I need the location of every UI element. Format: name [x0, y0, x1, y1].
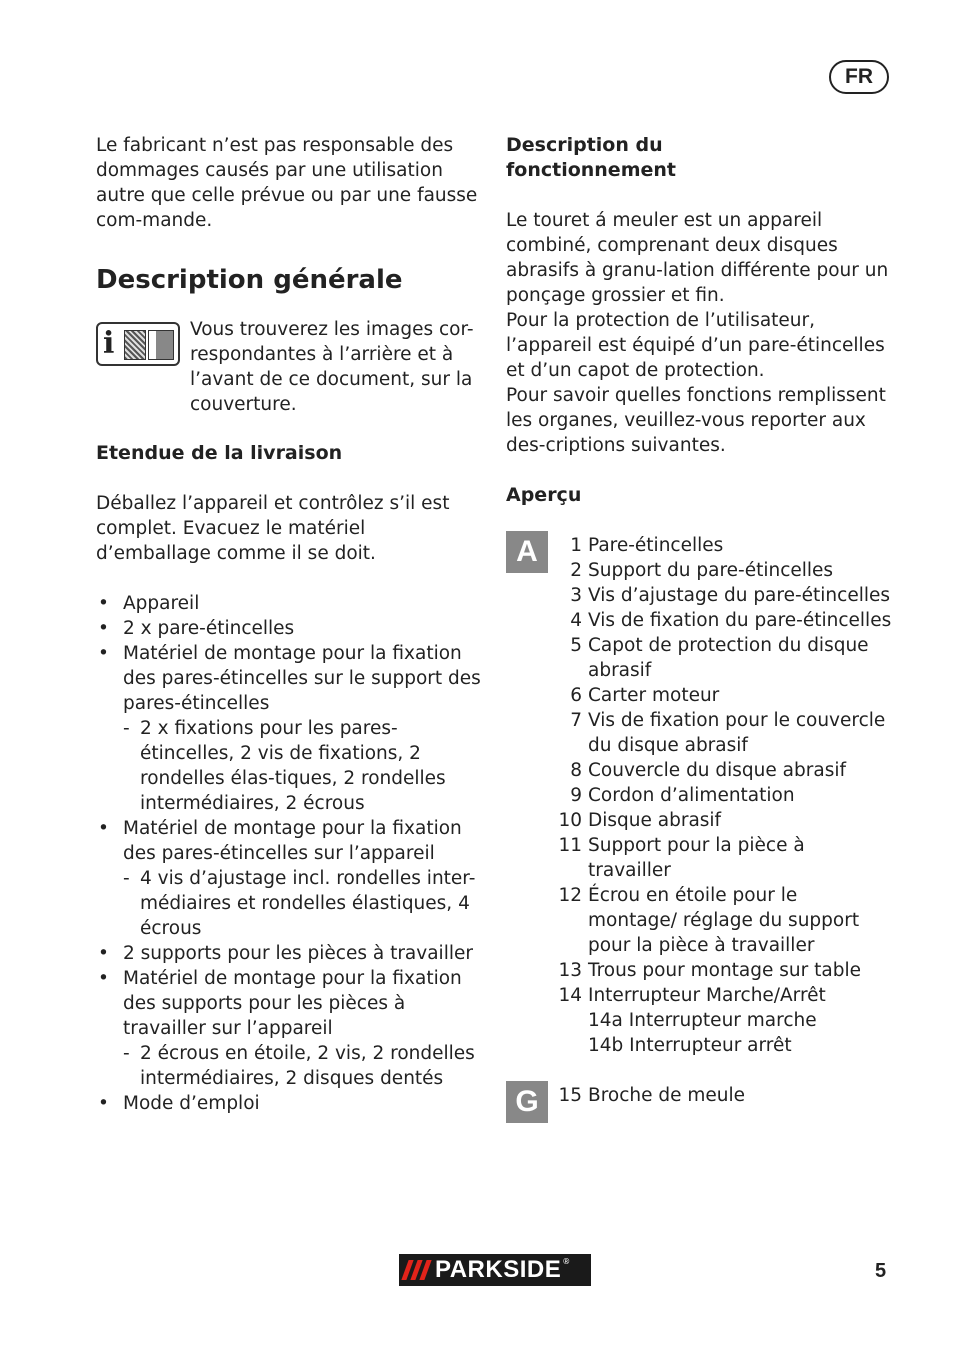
info-note: [96, 317, 481, 417]
part-row: 5 Capot de protection du disque abrasif: [570, 635, 869, 681]
language-badge: FR: [829, 60, 889, 94]
part-row: 3 Vis d’ajustage du pare-étincelles: [570, 585, 891, 606]
list-item: • Appareil: [96, 591, 481, 616]
parkside-logo: PARKSIDE ®: [399, 1254, 591, 1286]
delivery-list: [96, 591, 481, 1116]
part-row: 12 Écrou en étoile pour le montage/ réglage du support pour la pièce à travailler: [558, 885, 860, 956]
list-item: • Matériel de montage pour la fixation des pares-étincelles sur le support des pares-étincelles - 2 x fixations pour les pares-étincelles, 2 vis de fixations, 2 rondelles élas-tiques, 2 rondelles intermédiaires, 2 écrous: [96, 641, 481, 816]
list-item: • Matériel de montage pour la fixation des supports pour les pièces à travailler sur l’appareil - 2 écrous en étoile, 2 vis, 2 rondelles intermédiaires, 2 disques dentés: [96, 966, 481, 1091]
part-row: 11 Support pour la pièce à travailler: [558, 835, 805, 881]
overview-g: [506, 1083, 896, 1123]
part-row: 1 Pare-étincelles: [570, 535, 724, 556]
part-sub-row: 14b Interrupteur arrêt: [588, 1035, 792, 1056]
part-row: 2 Support du pare-étincelles: [570, 560, 834, 581]
intro-paragraph: Le fabricant n’est pas responsable des dommages causés par une utilisation autre que celle prévue ou par une fausse com-mande.: [96, 135, 478, 231]
part-row: 6 Carter moteur: [570, 685, 720, 706]
part-row: 4 Vis de fixation du pare-étincelles: [570, 610, 892, 631]
overview-a: [506, 533, 896, 1058]
part-row: 8 Couvercle du disque abrasif: [570, 760, 846, 781]
part-row: 15 Broche de meule: [558, 1085, 746, 1106]
delivery-heading: Etendue de la livraison: [96, 442, 343, 464]
section-title: Description générale: [96, 265, 403, 295]
delivery-intro: Déballez l’appareil et contrôlez s’il est complet. Evacuez le matériel d’emballage comme il se doit.: [96, 493, 450, 564]
sub-list-item: - 2 x fixations pour les pares-étincelles, 2 vis de fixations, 2 rondelles élas-tiques, 2 rondelles intermédiaires, 2 écrous: [123, 716, 481, 816]
part-row: 7 Vis de fixation pour le couvercle du disque abrasif: [570, 710, 886, 756]
list-item: • 2 x pare-étincelles: [96, 616, 481, 641]
part-sub-row: 14a Interrupteur marche: [588, 1010, 817, 1031]
function-paragraph-1: Le touret á meuler est un appareil combiné, comprenant deux disques abrasifs à granu-lation différente pour un ponçage grossier et fin.: [506, 210, 889, 306]
sub-list-item: - 2 écrous en étoile, 2 vis, 2 rondelles intermédiaires, 2 disques dentés: [123, 1041, 481, 1091]
right-column: [506, 133, 896, 1123]
info-text: Vous trouverez les images cor-respondantes à l’arrière et à l’avant de ce document, sur la couverture.: [190, 319, 474, 415]
left-column: [96, 133, 481, 1116]
figure-tag-g: G: [506, 1081, 548, 1123]
list-item: • Matériel de montage pour la fixation des pares-étincelles sur l’appareil - 4 vis d’ajustage incl. rondelles inter-médiaires et rondelles élastiques, 4 écrous: [96, 816, 481, 941]
function-paragraph-2: Pour la protection de l’utilisateur, l’appareil est équipé d’un pare-étincelles et d’un capot de protection.: [506, 310, 885, 381]
part-row: 14 Interrupteur Marche/Arrêt: [558, 985, 826, 1006]
part-row: 10 Disque abrasif: [558, 810, 722, 831]
info-book-icon: i: [96, 322, 180, 366]
list-item: • 2 supports pour les pièces à travailler: [96, 941, 481, 966]
overview-heading: Aperçu: [506, 484, 582, 506]
parts-list: [552, 533, 892, 1058]
function-paragraph-3: Pour savoir quelles fonctions remplissent les organes, veuillez-vous reporter aux des-criptions suivantes.: [506, 385, 886, 456]
figure-tag-a: A: [506, 531, 548, 573]
list-item: • Mode d’emploi: [96, 1091, 481, 1116]
page-number: 5: [875, 1260, 887, 1282]
part-row: 13 Trous pour montage sur table: [558, 960, 861, 981]
part-row: 9 Cordon d’alimentation: [570, 785, 795, 806]
sub-list-item: - 4 vis d’ajustage incl. rondelles inter-médiaires et rondelles élastiques, 4 écrous: [123, 866, 481, 941]
function-heading: Description du fonctionnement: [506, 134, 676, 181]
